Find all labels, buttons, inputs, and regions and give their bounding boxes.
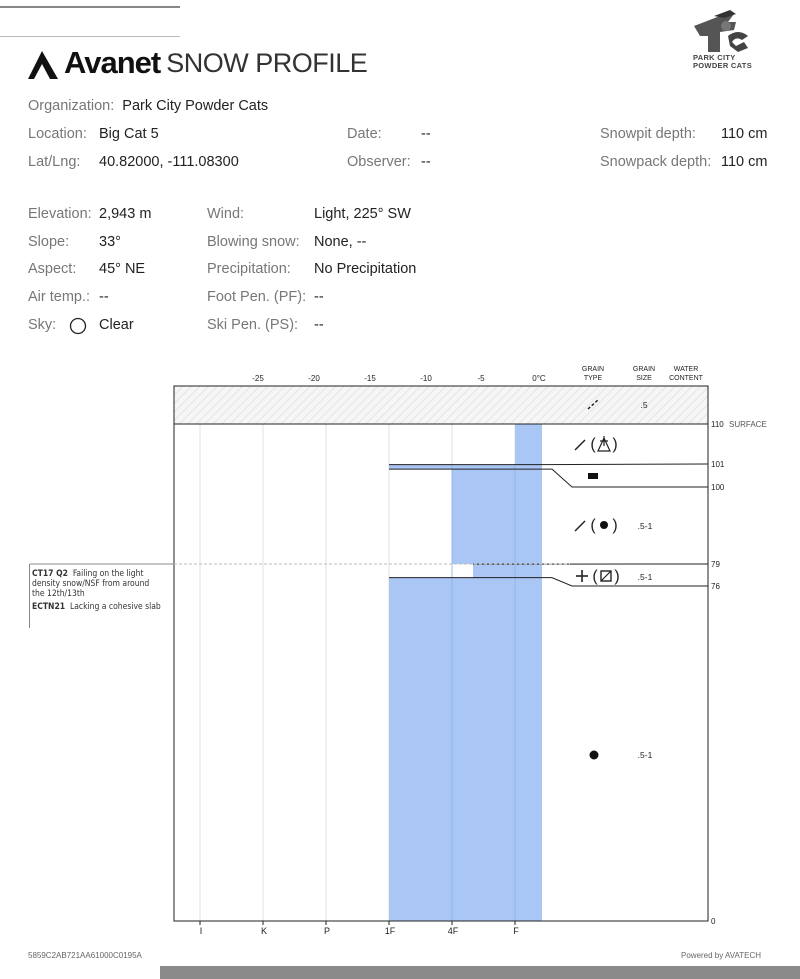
paren-glyph: ) xyxy=(612,436,618,453)
hardness-bar xyxy=(452,469,542,564)
brand-name: Avanet xyxy=(64,45,161,80)
slope-label: Slope: xyxy=(28,234,70,250)
sky-label: Sky: xyxy=(28,317,57,333)
latlng-label: Lat/Lng: xyxy=(28,154,81,170)
snowpack-depth-value: 110 cm xyxy=(721,154,768,170)
hardness-tick-label: 4F xyxy=(447,926,459,936)
rounded-dot xyxy=(600,521,608,529)
wind-value: Light, 225° SW xyxy=(314,206,411,222)
rounded-grains-icon xyxy=(590,751,599,760)
hardness-tick-label: I xyxy=(199,926,203,936)
blowing-snow-label: Blowing snow: xyxy=(207,234,300,250)
organization-field: Organization: Park City Powder Cats xyxy=(28,98,269,114)
ice-crust-icon xyxy=(588,473,598,479)
column-header: SIZE xyxy=(636,375,652,382)
powered-by: Powered by AVATECH xyxy=(681,951,762,960)
snowpit-depth-value: 110 cm xyxy=(721,126,768,142)
grain-size: .5-1 xyxy=(637,572,653,582)
decomposing-with-rounded-grains-icon xyxy=(575,517,618,534)
elevation-value: 2,943 m xyxy=(99,206,152,222)
column-header: GRAIN xyxy=(581,366,605,373)
slash-stroke xyxy=(575,440,585,450)
location-value: Big Cat 5 xyxy=(99,126,159,142)
column-header: TYPE xyxy=(583,375,603,382)
air-temp-label: Air temp.: xyxy=(28,289,91,305)
height-label: 101 xyxy=(711,460,725,469)
height-label: 0 xyxy=(711,917,716,926)
hardness-bar xyxy=(389,465,542,470)
slope-value: 33° xyxy=(99,234,121,250)
observer-value: -- xyxy=(421,154,431,170)
temp-tick-label: -10 xyxy=(420,374,432,383)
precipitation-label: Precipitation: xyxy=(207,261,291,277)
ski-pen-label: Ski Pen. (PS): xyxy=(207,317,299,333)
test-result: CT17 Q2 Failing on the light density snow/NSF from around the 12th/13th xyxy=(32,569,150,599)
height-label: 79 xyxy=(711,560,720,569)
foot-pen-value: -- xyxy=(314,289,324,305)
column-header: GRAIN xyxy=(632,366,656,373)
height-connector xyxy=(542,464,708,465)
hardness-tick-label: P xyxy=(323,926,331,936)
paren-glyph: ( xyxy=(590,517,596,534)
surface-hatch-band xyxy=(174,386,708,424)
height-label: 76 xyxy=(711,582,720,591)
height-connector xyxy=(542,578,708,586)
paren-glyph: ( xyxy=(592,568,598,585)
org-logo-text: PARK CITY POWDER CATS xyxy=(693,53,752,70)
temp-tick-label: -25 xyxy=(252,374,264,383)
precip-shape xyxy=(598,436,610,451)
grain-size: .5 xyxy=(640,400,648,410)
hardness-tick-label: K xyxy=(260,926,268,936)
hardness-bar xyxy=(473,564,542,578)
column-header: WATER xyxy=(673,366,699,373)
latlng-value: 40.82000, -111.08300 xyxy=(99,154,239,170)
document-title: SNOW PROFILE xyxy=(166,48,368,78)
rounded-with-faceted-grains-icon xyxy=(576,568,620,585)
snowpit-depth-label: Snowpit depth: xyxy=(600,126,696,142)
hardness-bar xyxy=(389,578,542,921)
hardness-bar xyxy=(515,424,542,465)
date-value: -- xyxy=(421,126,431,142)
blowing-snow-value: None, -- xyxy=(314,234,367,250)
snowpack-depth-label: Snowpack depth: xyxy=(600,154,712,170)
paren-glyph: ( xyxy=(590,436,596,453)
decomposing-precip-with-precip-particles-icon xyxy=(575,436,618,453)
date-label: Date: xyxy=(347,126,382,142)
hardness-tick-label: 1F xyxy=(384,926,396,936)
stability-tests xyxy=(32,569,162,612)
grain-size: .5-1 xyxy=(637,521,653,531)
test-comment-bracket xyxy=(29,564,30,628)
facet-diag xyxy=(601,571,611,581)
sky-value: Clear xyxy=(99,317,134,333)
aspect-label: Aspect: xyxy=(28,261,77,277)
temp-tick-label: 0°C xyxy=(532,374,546,383)
test-result: ECTN21 Lacking a cohesive slab xyxy=(32,602,161,612)
profile-id: 5859C2AB721AA61000C0195A xyxy=(28,951,142,960)
foot-pen-label: Foot Pen. (PF): xyxy=(207,289,307,305)
elevation-label: Elevation: xyxy=(28,206,92,222)
bottom-bar xyxy=(160,966,800,979)
paren-glyph: ) xyxy=(612,517,618,534)
grain-size: .5-1 xyxy=(637,750,653,760)
surface-label: SURFACE xyxy=(729,420,767,429)
height-label: 110 xyxy=(711,420,724,429)
paren-glyph: ) xyxy=(614,568,620,585)
temp-tick-label: -20 xyxy=(308,374,320,383)
slash-stroke xyxy=(575,521,585,531)
aspect-value: 45° NE xyxy=(99,261,146,277)
organization-value: Park City Powder Cats xyxy=(122,98,269,114)
column-header: CONTENT xyxy=(669,375,703,382)
wind-label: Wind: xyxy=(207,206,245,222)
air-temp-value: -- xyxy=(99,289,109,305)
height-connector xyxy=(542,469,708,487)
hardness-tick-label: F xyxy=(513,926,519,936)
precipitation-value: No Precipitation xyxy=(314,261,417,277)
temp-tick-label: -5 xyxy=(477,374,485,383)
location-label: Location: xyxy=(28,126,87,142)
observer-label: Observer: xyxy=(347,154,411,170)
ski-pen-value: -- xyxy=(314,317,324,333)
height-label: 100 xyxy=(711,483,725,492)
temp-tick-label: -15 xyxy=(364,374,376,383)
